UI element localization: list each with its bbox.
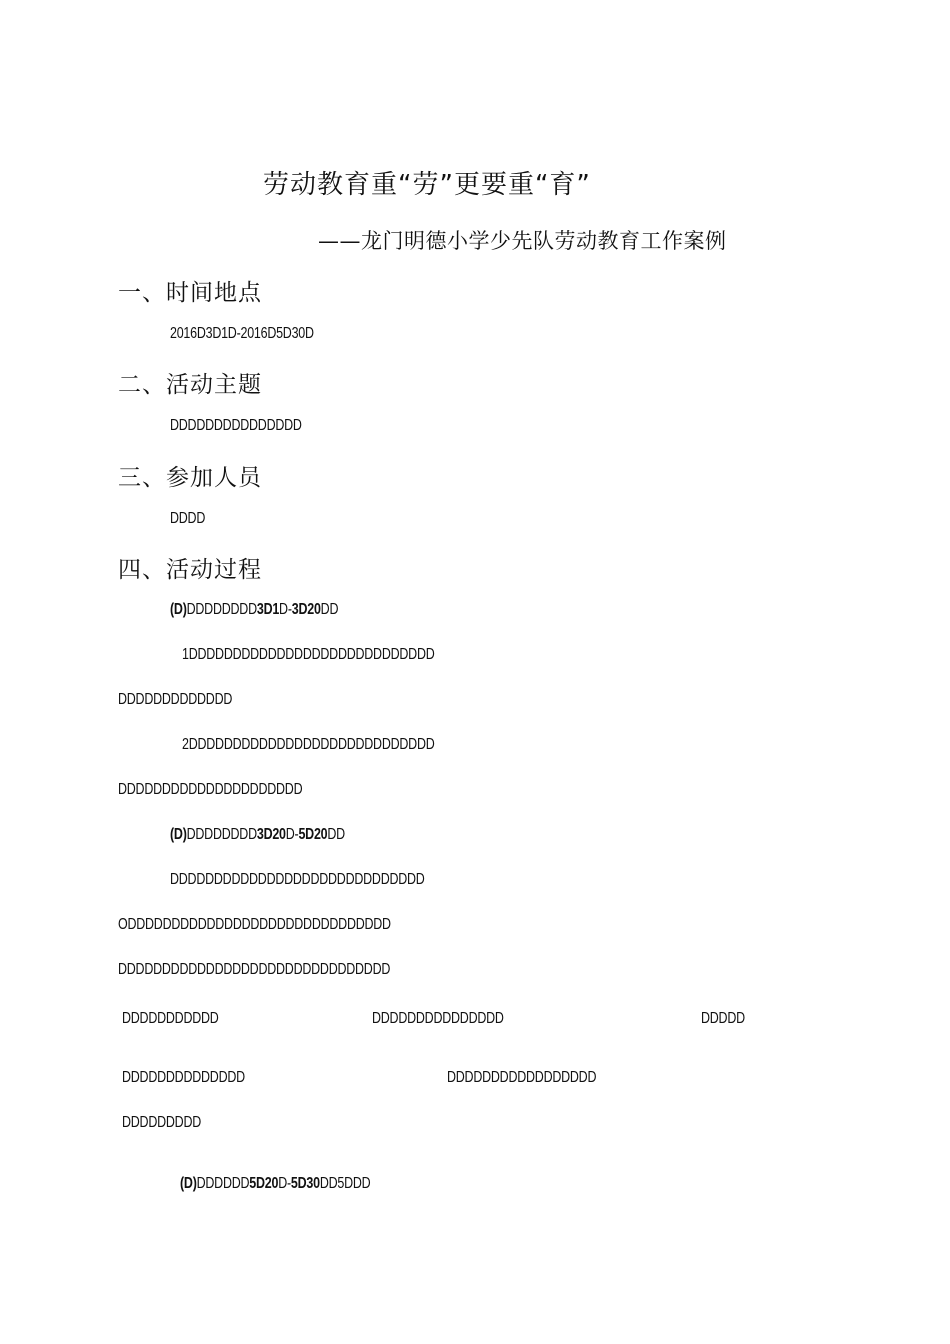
process-cell: DDDDDDDDDDD [122,1010,219,1027]
process-line: DDDDDDDDDDDDDDDDDDDDDDDDDDDDD [170,871,425,888]
process-line: DDDDDDDDDDDDDDDDDDDDD [118,781,303,798]
section-body-theme: DDDDDDDDDDDDDDD [170,417,302,434]
phase-marker: (D) [170,826,187,843]
phase-date-end: 5D20 [298,826,328,843]
phase-date-tail: DD [320,601,339,618]
phase-date-tail: DD [327,826,345,843]
phase-text: DDDDDDDD [186,826,257,843]
process-line: DDDDDDDDDDDDDDDDDDDDDDDDDDDDDDD [118,961,391,978]
process-cell: DDDDDDDDDDDDDD [122,1069,245,1086]
process-line: 2DDDDDDDDDDDDDDDDDDDDDDDDDDDD [182,736,435,753]
section-body-time-place: 2016D3D1D-2016D5D30D [170,325,314,342]
process-cell: DDDDDDDDDDDDDDDDD [447,1069,597,1086]
process-phase-3 [180,1175,370,1193]
phase-date-start: 3D1 [256,601,280,618]
process-cell: DDDDDDDDD [122,1114,202,1131]
phase-date-sep: D- [279,601,292,618]
section-body-participants: DDDD [170,510,206,527]
phase-marker: (D) [170,601,187,618]
process-line: 1DDDDDDDDDDDDDDDDDDDDDDDDDDDD [182,646,435,663]
phase-date-sep: D- [278,1175,291,1192]
process-line: ODDDDDDDDDDDDDDDDDDDDDDDDDDDDDD [118,916,391,933]
phase-text: DDDDDD [196,1175,250,1192]
section-heading-participants: 三、参加人员 [118,465,262,491]
process-cell: DDDDDDDDDDDDDDD [372,1010,504,1027]
section-heading-theme: 二、活动主题 [118,372,262,398]
process-phase-2 [170,826,345,844]
phase-date-start: 3D20 [256,826,286,843]
process-phase-1 [170,601,338,619]
process-cell: DDDDD [701,1010,745,1027]
phase-date-start: 5D20 [249,1175,279,1192]
phase-date-end: 5D30 [290,1175,320,1192]
phase-date-tail: DD5DDD [319,1175,371,1192]
phase-text: DDDDDDDD [186,601,257,618]
section-heading-process: 四、活动过程 [118,557,262,583]
phase-date-sep: D- [285,826,299,843]
section-heading-time-place: 一、时间地点 [118,280,262,306]
document-title: 劳动教育重“劳”更要重“育” [263,170,591,200]
process-line: DDDDDDDDDDDDD [118,691,233,708]
phase-date-end: 3D20 [291,601,321,618]
document-subtitle: ——龙门明德小学少先队劳动教育工作案例 [318,229,727,253]
phase-marker: (D) [180,1175,197,1192]
